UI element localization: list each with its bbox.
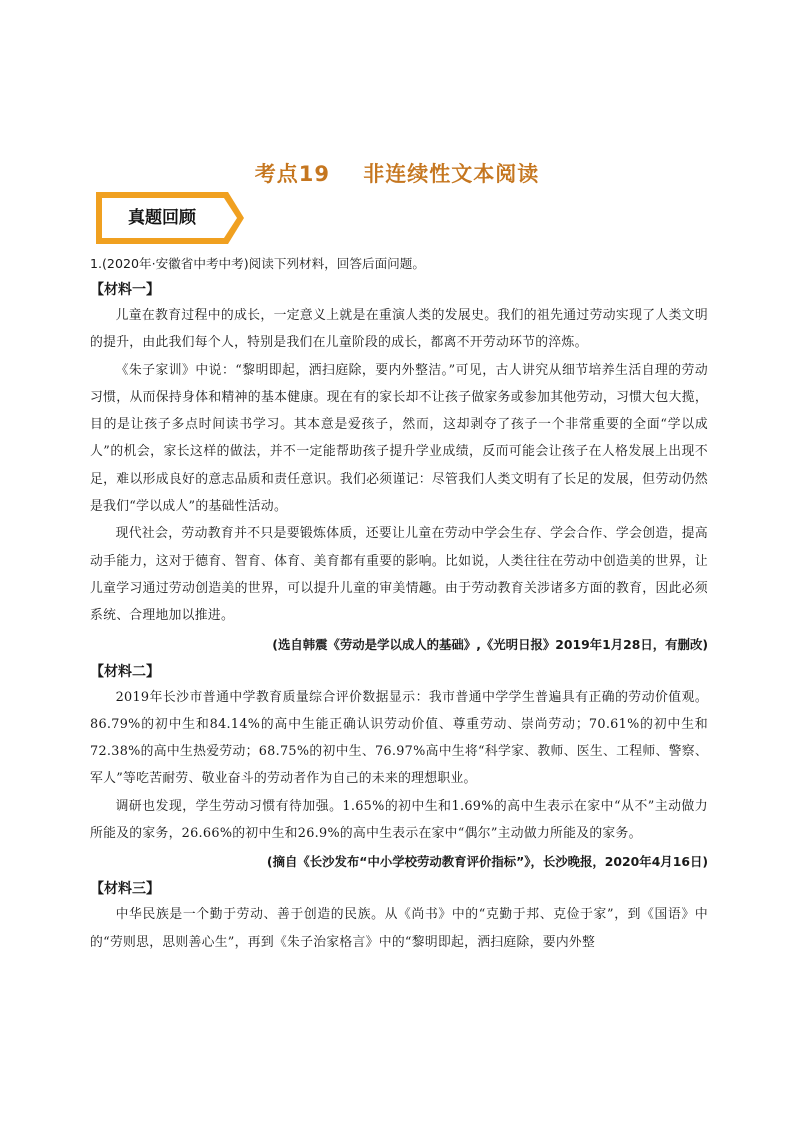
material-heading: 【材料二】 [90, 663, 160, 680]
paragraph: 2019年长沙市普通中学教育质量综合评价数据显示：我市普通中学学生普遍具有正确的劳动价值观。86.79%的初中生和84.14%的高中生能正确认识劳动价值、尊重劳动、崇尚劳动；70.61%的初中生和72.38%的高中生热爱劳动；68.75%的初中生、76.97%高中生将“科学家、教师、医生、工程师、警察、军人”等吃苦耐劳、敬业奋斗的劳动者作为自己的未来的理想职业。 [90, 689, 708, 787]
material-one [90, 278, 708, 660]
paragraph: 中华民族是一个勤于劳动、善于创造的民族。从《尚书》中的“克勤于邦、克俭于家”，到《国语》中的“劳则思，思则善心生”，再到《朱子治家格言》中的“黎明即起，洒扫庭除，要内外整 [90, 907, 708, 950]
source-citation: (摘自《长沙发布“中小学校劳动教育评价指标”》，长沙晚报，2020年4月16日) [266, 854, 708, 870]
material-heading: 【材料一】 [90, 282, 160, 298]
question-prompt: 1.(2020年·安徽省中考中考)阅读下列材料，回答后面问题。 [90, 256, 425, 271]
page-title: 考点19 非连续性文本阅读 [254, 162, 540, 186]
material-three [90, 877, 708, 956]
paragraph: 调研也发现，学生劳动习惯有待加强。1.65%的初中生和1.69%的高中生表示在家中“从不”主动做力所能及的家务，26.66%的初中生和26.9%的高中生表示在家中“偶尔”主动做力所能及的家务。 [90, 798, 708, 842]
paragraph: 《朱子家训》中说：“黎明即起，洒扫庭除，要内外整洁。”可见，古人讲究从细节培养生活自理的劳动习惯，从而保持身体和精神的基本健康。现在有的家长却不让孩子做家务或参加其他劳动，习惯大包大揽，目的是让孩子多点时间读书学习。其本意是爱孩子，然而，这却剥夺了孩子一个非常重要的全面“学以成人”的机会，家长这样的做法，并不一定能帮助孩子提升学业成绩，反而可能会让孩子在人格发展上出现不足，难以形成良好的意志品质和责任意识。我们必须谨记：尽管我们人类文明有了长足的发展，但劳动仍然是我们“学以成人”的基础性活动。 [90, 362, 708, 515]
material-heading: 【材料三】 [90, 881, 160, 898]
document-body [90, 254, 708, 956]
material-two [90, 660, 708, 878]
paragraph: 现代社会，劳动教育并不只是要锻炼体质，还要让儿童在劳动中学会生存、学会合作、学会创造，提高动手能力，这对于德育、智育、体育、美育都有重要的影响。比如说，人类往往在劳动中创造美的世界，让儿童学习通过劳动创造美的世界，可以提升儿童的审美情趣。由于劳动教育关涉诸多方面的教育，因此必须系统、合理地加以推进。 [90, 526, 708, 624]
section-banner [94, 190, 246, 246]
paragraph: 儿童在教育过程中的成长，一定意义上就是在重演人类的发展史。我们的祖先通过劳动实现了人类文明的提升，由此我们每个人，特别是我们在儿童阶段的成长，都离不开劳动环节的淬炼。 [90, 308, 708, 351]
banner-label: 真题回顾 [128, 208, 196, 228]
source-citation: (选自韩震《劳动是学以成人的基础》,《光明日报》2019年1月28日，有删改) [272, 636, 708, 652]
